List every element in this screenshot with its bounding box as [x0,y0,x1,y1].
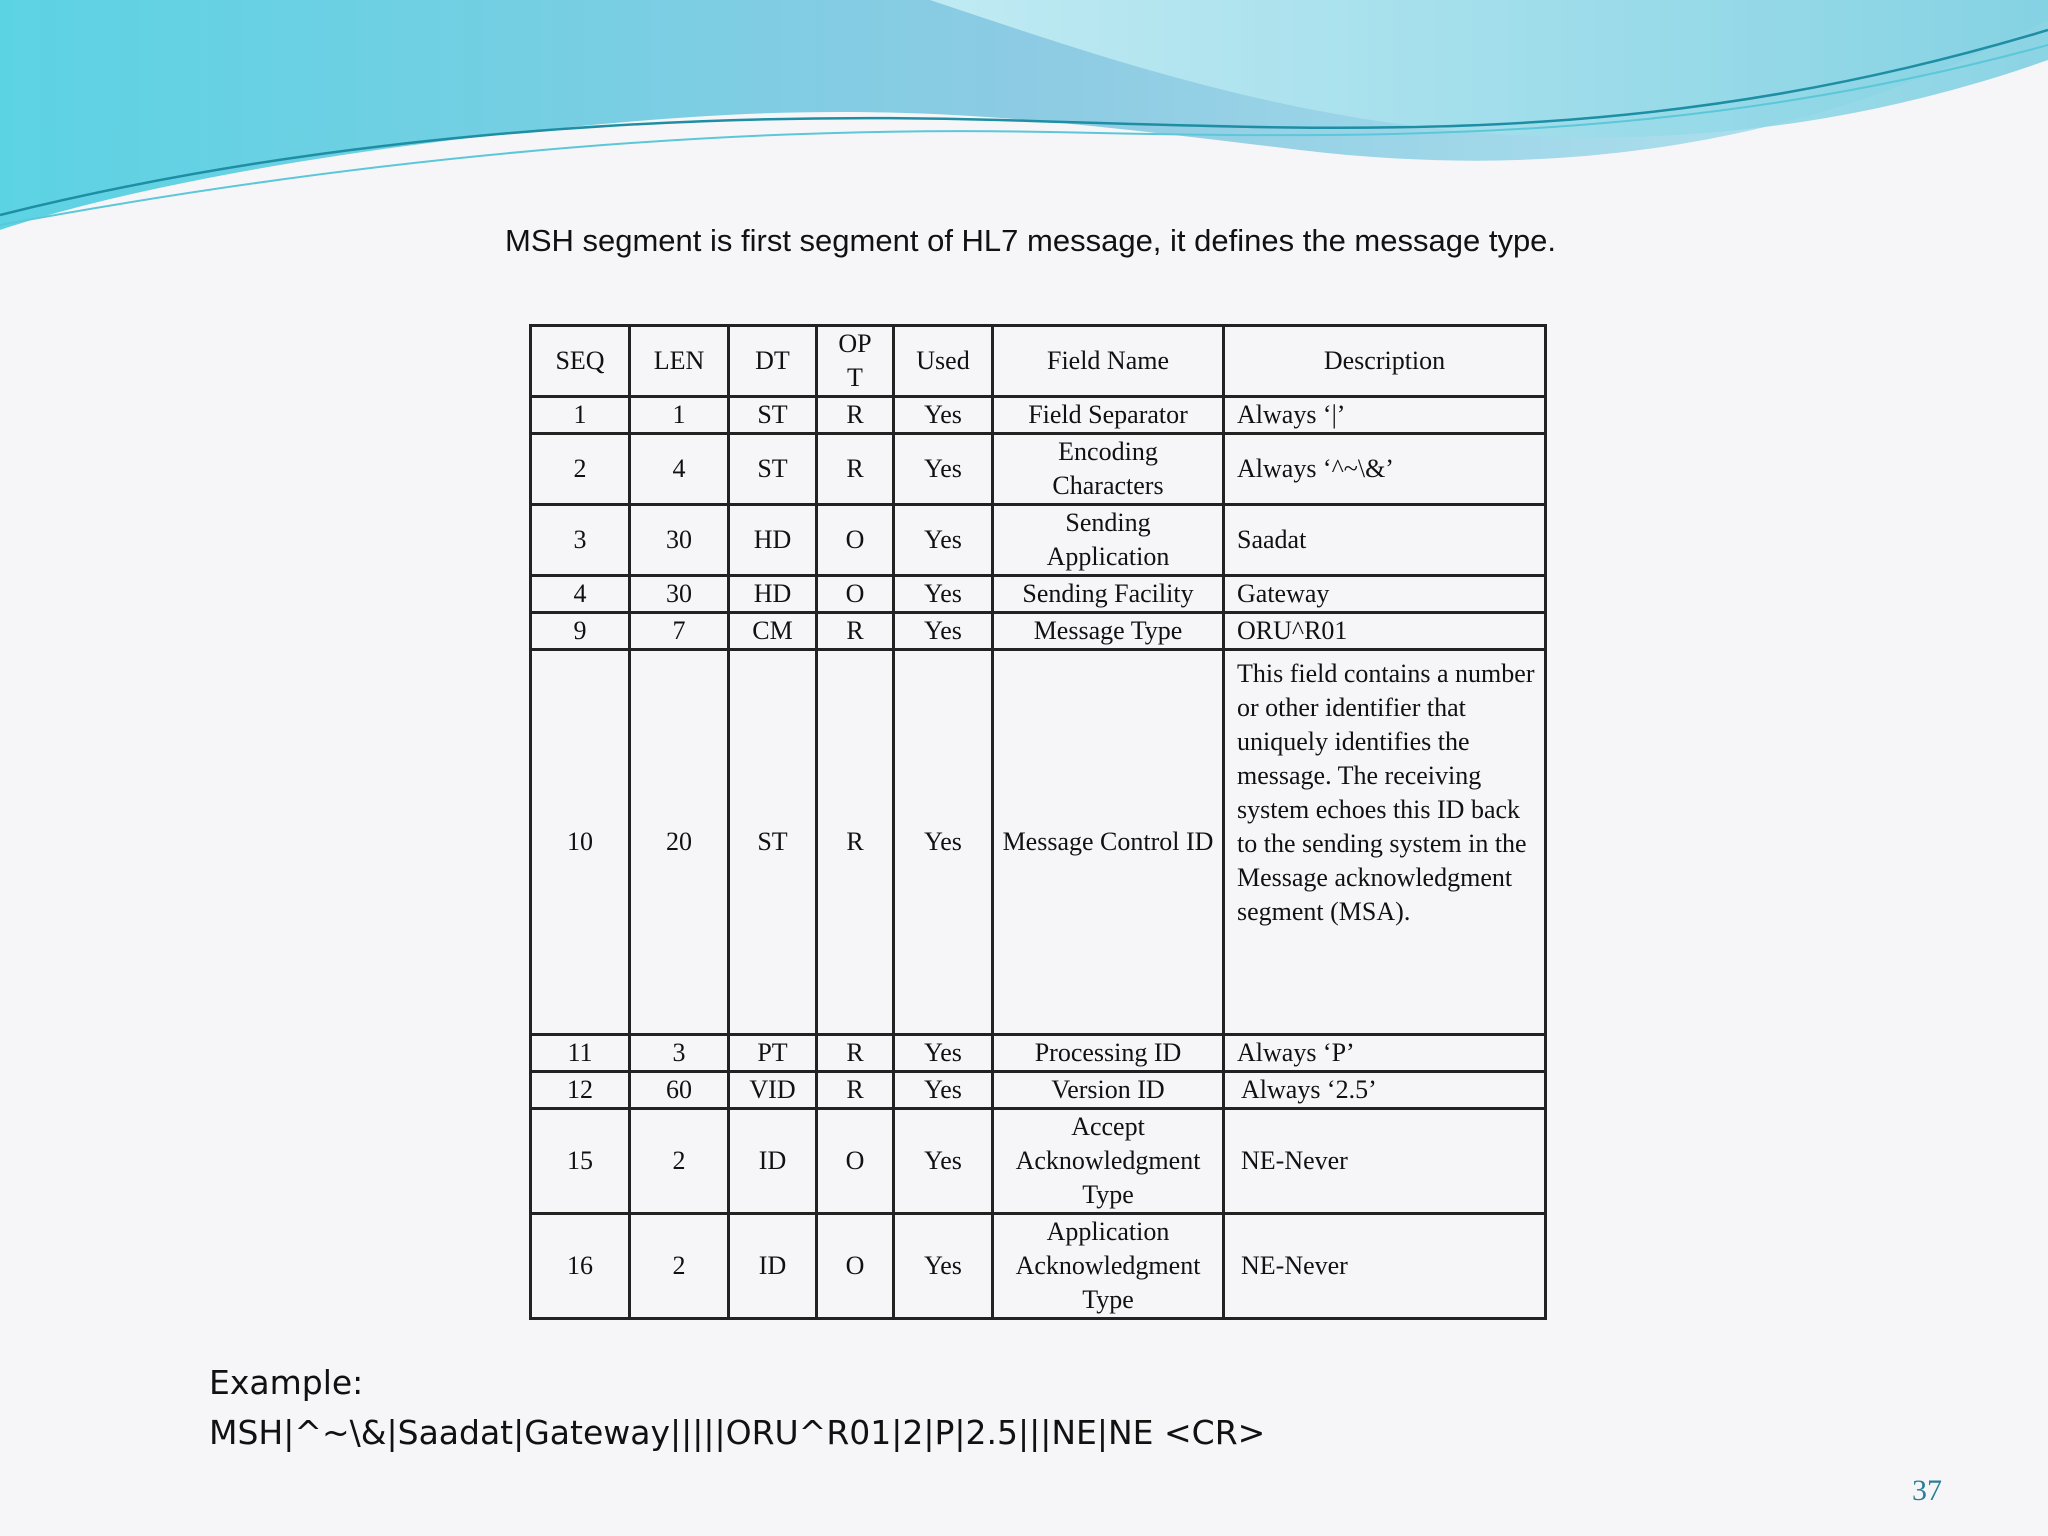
cell-len: 30 [630,505,729,576]
cell-opt: O [817,576,894,613]
cell-description: Always ‘^~\&’ [1224,434,1546,505]
cell-opt: R [817,1072,894,1109]
table-row [531,576,1546,613]
cell-field-name: Encoding Characters [993,434,1224,505]
table-row [531,1109,1546,1214]
cell-used: Yes [894,1035,993,1072]
header-len: LEN [630,326,729,397]
example-block [209,1358,1265,1458]
cell-description: NE-Never [1224,1109,1546,1214]
cell-used: Yes [894,1072,993,1109]
cell-len: 7 [630,613,729,650]
cell-opt: R [817,397,894,434]
cell-used: Yes [894,434,993,505]
header-used: Used [894,326,993,397]
msh-segment-table [529,324,1547,1320]
cell-description: Always ‘2.5’ [1224,1072,1546,1109]
cell-dt: ID [729,1109,817,1214]
table-row [531,1072,1546,1109]
cell-len: 30 [630,576,729,613]
cell-used: Yes [894,1214,993,1319]
cell-len: 2 [630,1109,729,1214]
cell-len: 3 [630,1035,729,1072]
table-row [531,397,1546,434]
cell-seq: 11 [531,1035,630,1072]
table-row [531,613,1546,650]
cell-seq: 16 [531,1214,630,1319]
cell-len: 2 [630,1214,729,1319]
cell-used: Yes [894,1109,993,1214]
cell-opt: R [817,434,894,505]
table-row [531,1214,1546,1319]
cell-dt: HD [729,576,817,613]
cell-opt: O [817,505,894,576]
cell-seq: 3 [531,505,630,576]
cell-seq: 9 [531,613,630,650]
cell-field-name: Application Acknowledgment Type [993,1214,1224,1319]
header-opt-line1: OP [838,329,872,358]
cell-seq: 4 [531,576,630,613]
cell-len: 1 [630,397,729,434]
cell-field-name: Sending Facility [993,576,1224,613]
cell-description: Saadat [1224,505,1546,576]
cell-opt: R [817,613,894,650]
cell-description: Always ‘|’ [1224,397,1546,434]
example-message: MSH|^~\&|Saadat|Gateway|||||ORU^R01|2|P|2.5|||NE|NE <CR> [209,1413,1266,1452]
cell-used: Yes [894,397,993,434]
header-wave-decoration [0,0,2048,240]
cell-len: 4 [630,434,729,505]
cell-len: 60 [630,1072,729,1109]
cell-description: Always ‘P’ [1224,1035,1546,1072]
cell-description: NE-Never [1224,1214,1546,1319]
cell-opt: R [817,650,894,1035]
cell-used: Yes [894,613,993,650]
cell-dt: VID [729,1072,817,1109]
cell-used: Yes [894,650,993,1035]
cell-description: ORU^R01 [1224,613,1546,650]
cell-description: Gateway [1224,576,1546,613]
header-opt [817,326,894,397]
cell-dt: HD [729,505,817,576]
table-header-row [531,326,1546,397]
cell-dt: ID [729,1214,817,1319]
cell-dt: PT [729,1035,817,1072]
cell-field-name: Sending Application [993,505,1224,576]
cell-field-name: Message Control ID [993,650,1224,1035]
table-row [531,505,1546,576]
header-description: Description [1224,326,1546,397]
cell-description: This field contains a number or other identifier that uniquely identifies the message. The receiving system echoes this ID back to the sending system in the Message acknowledgment segment (MSA). [1224,650,1546,1035]
cell-field-name: Message Type [993,613,1224,650]
cell-used: Yes [894,505,993,576]
cell-dt: CM [729,613,817,650]
example-label: Example: [209,1363,364,1402]
cell-dt: ST [729,397,817,434]
cell-seq: 10 [531,650,630,1035]
header-field-name: Field Name [993,326,1224,397]
cell-field-name: Field Separator [993,397,1224,434]
table-row [531,434,1546,505]
cell-seq: 12 [531,1072,630,1109]
table-row [531,650,1546,1035]
cell-opt: O [817,1109,894,1214]
cell-dt: ST [729,650,817,1035]
header-opt-line2: T [847,363,863,392]
header-seq: SEQ [531,326,630,397]
cell-opt: O [817,1214,894,1319]
cell-used: Yes [894,576,993,613]
slide-subtitle: MSH segment is first segment of HL7 message, it defines the message type. [505,223,1557,258]
cell-dt: ST [729,434,817,505]
cell-seq: 2 [531,434,630,505]
cell-seq: 1 [531,397,630,434]
header-dt: DT [729,326,817,397]
cell-seq: 15 [531,1109,630,1214]
cell-field-name: Version ID [993,1072,1224,1109]
cell-field-name: Processing ID [993,1035,1224,1072]
cell-field-name: Accept Acknowledgment Type [993,1109,1224,1214]
page-number: 37 [1912,1474,1942,1507]
table-row [531,1035,1546,1072]
cell-opt: R [817,1035,894,1072]
cell-len: 20 [630,650,729,1035]
